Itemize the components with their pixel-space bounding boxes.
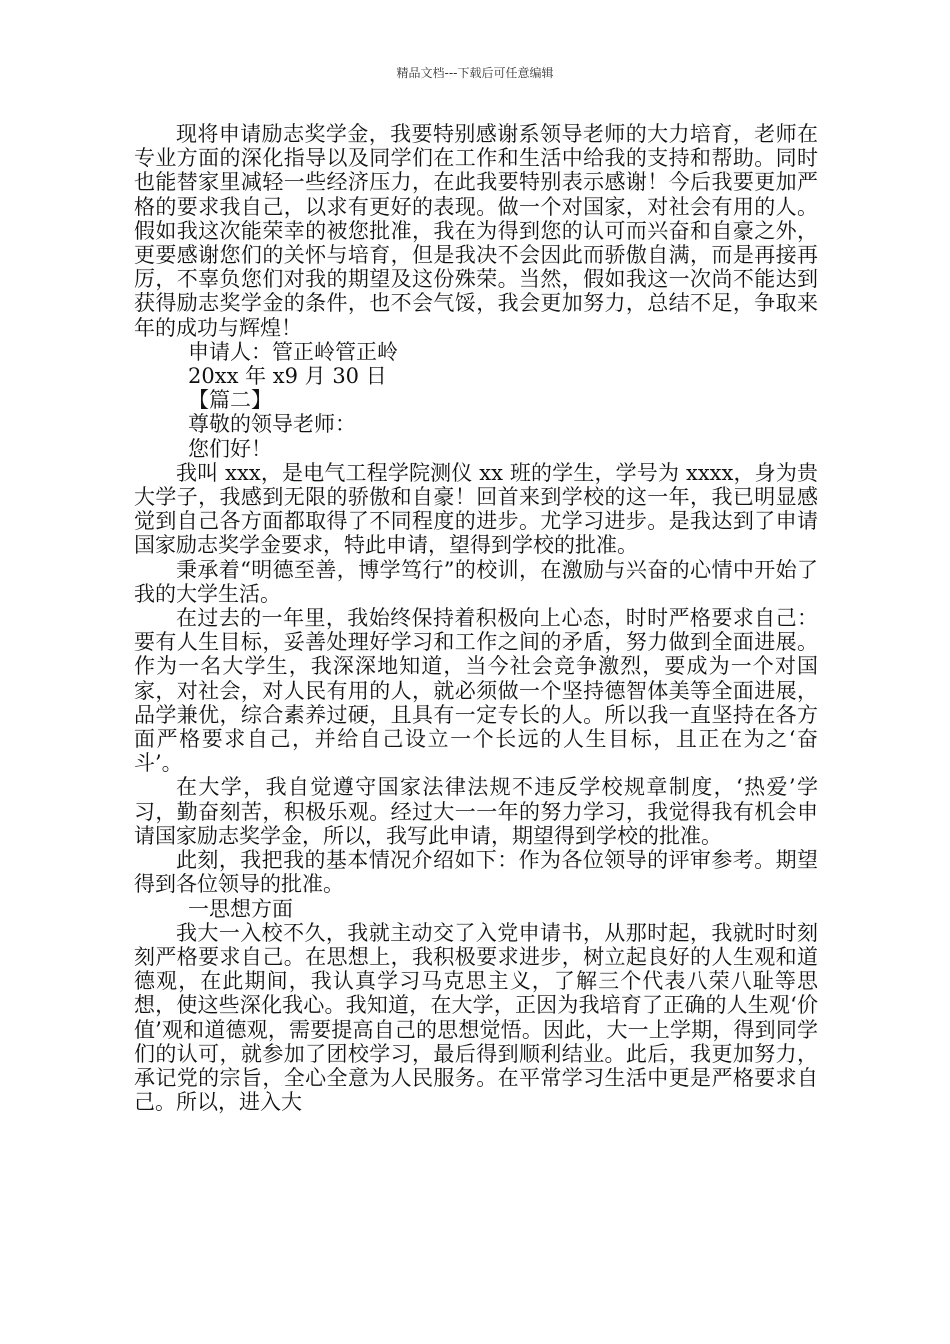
paragraph-past-year: 在过去的一年里，我始终保持着积极向上心态，时时严格要求自己：要有人生目标，妥善处理好学习和工作之间的矛盾，努力做到全面进展。作为一名大学生，我深深地知道，当今社会竞争激烈，要成为一个对国家，对社会，对人民有用的人，就必须做一个坚持德智体美等全面进展，品学兼优，综合素养过硬，且具有一定专长的人。所以我一直坚持在各方面严格要求自己，并给自己设立一个长远的人生目标，且正在为之‘奋斗’。 bbox=[134, 606, 818, 776]
applicant-signature: 申请人：管正岭管正岭 bbox=[188, 339, 398, 364]
document-body bbox=[134, 122, 818, 1114]
paragraph-motto: 秉承着“明德至善，博学笃行”的校训，在激励与兴奋的心情中开始了我的大学生活。 bbox=[134, 557, 818, 606]
paragraph-introduction: 我叫 xxx，是电气工程学院测仪 xx 班的学生，学号为 xxxx，身为贵大学子，我感到无限的骄傲和自豪！回首来到学校的这一年，我已明显感觉到自己各方面都取得了不同程度的进步。尤学习进步。是我达到了申请国家励志奖学金要求，特此申请，望得到学校的批准。 bbox=[134, 460, 818, 558]
subsection-heading: 一思想方面 bbox=[188, 896, 293, 921]
salutation: 尊敬的领导老师： bbox=[188, 412, 356, 437]
paragraph-ideology: 我大一入校不久，我就主动交了入党申请书，从那时起，我就时时刻刻严格要求自己。在思想上，我积极要求进步，树立起良好的人生观和道德观，在此期间，我认真学习马克思主义，了解三个代表八荣八耻等思想，使这些深化我心。我知道，在大学，正因为我培育了正确的人生观‘价值’观和道德观，需要提高自己的思想觉悟。因此，大一上学期，得到同学们的认可，就参加了团校学习，最后得到顺利结业。此后，我更加努力，承记党的宗旨，全心全意为人民服务。在平常学习生活中更是严格要求自己。所以，进入大 bbox=[134, 920, 818, 1115]
paragraph-gratitude: 现将申请励志奖学金，我要特别感谢系领导老师的大力培育，老师在专业方面的深化指导以及同学们在工作和生活中给我的支持和帮助。同时也能替家里减轻一些经济压力，在此我要特别表示感谢！今后我要更加严格的要求我自己，以求有更好的表现。做一个对国家，对社会有用的人。假如我这次能荣幸的被您批准，我在为得到您的认可而兴奋和自豪之外，更要感谢您们的关怀与培育，但是我决不会因此而骄傲自满，而是再接再厉，不辜负您们对我的期望及这份殊荣。当然，假如我这一次尚不能达到获得励志奖学金的条件，也不会气馁，我会更加努力，总结不足，争取来年的成功与辉煌！ bbox=[134, 122, 818, 340]
greeting: 您们好！ bbox=[188, 436, 272, 461]
paragraph-situation: 此刻，我把我的基本情况介绍如下：作为各位领导的评审参考。期望得到各位领导的批准。 bbox=[134, 848, 818, 897]
section-heading: 【篇二】 bbox=[188, 388, 272, 413]
paragraph-university: 在大学，我自觉遵守国家法律法规不违反学校规章制度，‘热爱’学习，勤奋刻苦，积极乐观。经过大一一年的努力学习，我觉得我有机会申请国家励志奖学金，所以，我写此申请，期望得到学校的批准。 bbox=[134, 775, 818, 848]
page-header: 精品文档---下载后可任意编辑 bbox=[396, 66, 554, 80]
signature-date: 20xx 年 x9 月 30 日 bbox=[188, 364, 387, 389]
